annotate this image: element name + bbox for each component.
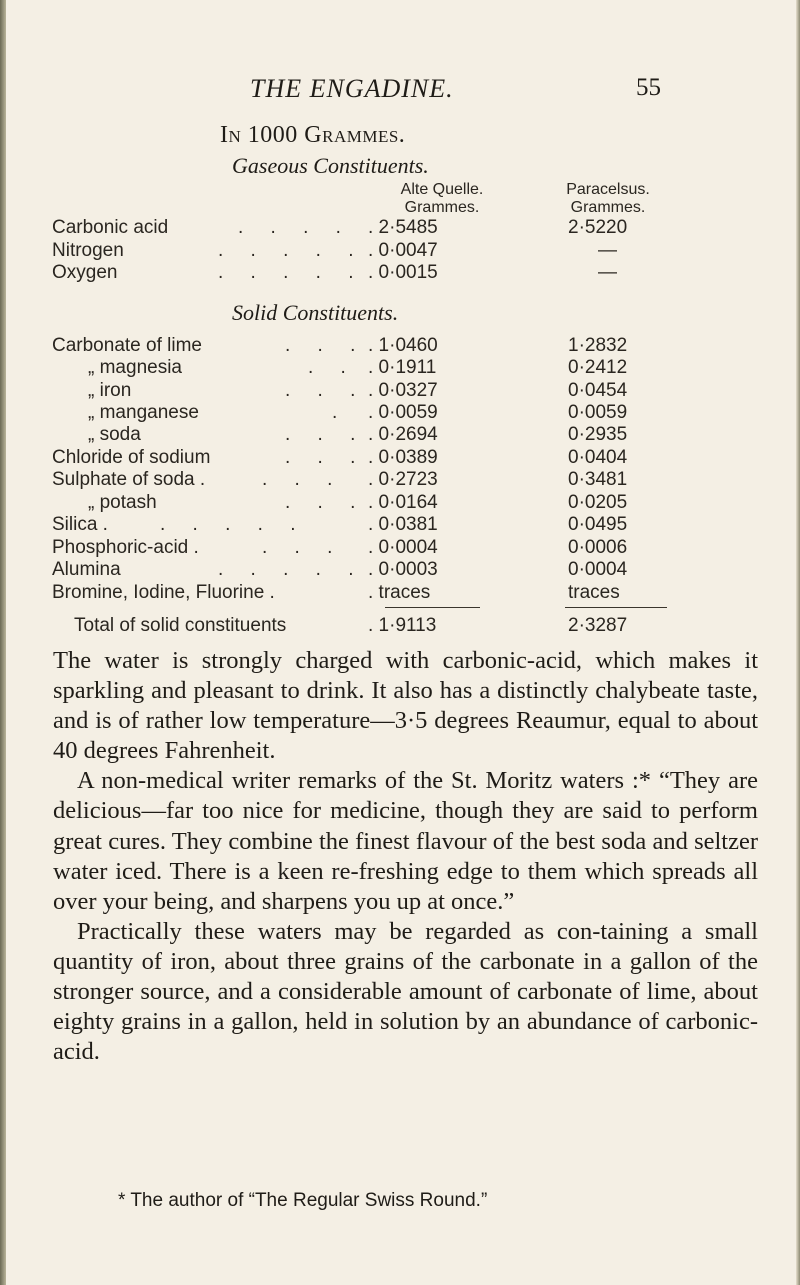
column-header-line: Alte Quelle. (400, 181, 484, 198)
total-label: Total of solid constituents (74, 615, 287, 636)
value-alte-quelle: . 0·0059 (368, 402, 438, 423)
row-leader-dots: . . . . (238, 217, 352, 238)
row-name: Oxygen (52, 262, 118, 283)
page-header (0, 74, 800, 104)
column-header-paracelsus (548, 181, 668, 217)
footnote: * The author of “The Regular Swiss Round.” (118, 1190, 488, 1211)
value-alte-quelle: . 0·0003 (368, 559, 438, 580)
row-name: Carbonic acid (52, 217, 169, 238)
table-row (0, 217, 800, 241)
value-alte-quelle: . 0·0381 (368, 514, 438, 535)
value-paracelsus: 0·0205 (568, 492, 628, 513)
value-paracelsus: 0·0495 (568, 514, 628, 535)
table-row (0, 380, 800, 404)
row-leader-dots: . . . (285, 492, 367, 513)
row-name: „ iron (88, 380, 132, 401)
value-paracelsus: 2·5220 (568, 217, 628, 238)
row-name: „ magnesia (88, 357, 182, 378)
column-header-alte-quelle (362, 181, 522, 217)
row-name: Carbonate of lime (52, 335, 202, 356)
value-paracelsus: 0·0059 (568, 402, 628, 423)
value-alte-quelle: . 2·5485 (368, 217, 438, 238)
total-paracelsus: 2·3287 (568, 615, 628, 636)
column-header-unit: Grammes. (404, 199, 480, 216)
row-name: „ soda (88, 424, 141, 445)
table-row (0, 357, 800, 381)
total-alte-quelle: . 1·9113 (368, 615, 437, 636)
row-name: Silica . (52, 514, 108, 535)
value-paracelsus: 0·2935 (568, 424, 628, 445)
solid-heading: Solid Constituents. (232, 300, 399, 325)
row-leader-dots: . . . (262, 537, 344, 558)
table-row (0, 335, 800, 359)
table-row (0, 514, 800, 538)
value-alte-quelle: . 0·0327 (368, 380, 438, 401)
row-leader-dots: . . . (285, 380, 367, 401)
value-alte-quelle: . 1·0460 (368, 335, 438, 356)
value-paracelsus: 0·0006 (568, 537, 628, 558)
row-name: Phosphoric-acid . (52, 537, 199, 558)
value-paracelsus: 0·0404 (568, 447, 628, 468)
table-row (0, 240, 800, 264)
row-name: „ potash (88, 492, 157, 513)
page-edge-right (796, 0, 800, 1285)
table-row (0, 582, 800, 606)
row-leader-dots: . . . . . (218, 262, 365, 283)
row-leader-dots: . . . (262, 469, 344, 490)
row-leader-dots: . . . . . (160, 514, 307, 535)
page-number: 55 (636, 74, 661, 101)
row-leader-dots: . . (308, 357, 357, 378)
row-leader-dots: . . . (285, 424, 367, 445)
row-name: Sulphate of soda . (52, 469, 206, 490)
value-paracelsus: — (598, 240, 617, 261)
value-paracelsus: 0·3481 (568, 469, 628, 490)
row-name: Alumina (52, 559, 121, 580)
column-header-line: Paracelsus. (566, 181, 650, 198)
value-paracelsus: traces (568, 582, 620, 603)
row-name: Chloride of sodium (52, 447, 211, 468)
table-row (0, 469, 800, 493)
value-alte-quelle: . 0·0004 (368, 537, 438, 558)
table-row (0, 537, 800, 561)
row-leader-dots: . . . (285, 335, 367, 356)
total-rule-alte-quelle (385, 607, 480, 608)
total-rule-paracelsus (565, 607, 667, 608)
value-alte-quelle: . 0·2694 (368, 424, 438, 445)
table-row (0, 447, 800, 471)
paragraph: Practically these waters may be regarded as con-taining a small quantity of iron, about three grains of the carbonate in a gallon of the stronger source, and a considerable amount of carbonate of lime, about eighty grains in a gallon, held in solution by an abundance of carbonic-acid. (53, 917, 758, 1066)
table-row (0, 559, 800, 583)
table-row (0, 262, 800, 286)
value-alte-quelle: . 0·0047 (368, 240, 438, 261)
row-name: Nitrogen (52, 240, 124, 261)
value-alte-quelle: . 0·2723 (368, 469, 438, 490)
row-leader-dots: . . . . . (218, 559, 365, 580)
value-alte-quelle: . traces (368, 582, 431, 603)
row-name: Bromine, Iodine, Fluorine . (52, 582, 275, 603)
total-row (0, 615, 800, 639)
row-leader-dots: . . . (285, 447, 367, 468)
body-text (53, 646, 758, 1067)
page-edge-left (0, 0, 6, 1285)
gaseous-heading: Gaseous Constituents. (232, 153, 429, 178)
value-paracelsus: 0·0004 (568, 559, 628, 580)
column-header-unit: Grammes. (570, 199, 646, 216)
running-title: THE ENGADINE. (250, 74, 454, 103)
value-alte-quelle: . 0·0164 (368, 492, 438, 513)
paragraph: The water is strongly charged with carbonic-acid, which makes it sparkling and pleasant to drink. It also has a distinctly chalybeate taste, and is of rather low temperature—3·5 degrees Reaumur, equal to about 40 degrees Fahrenheit. (53, 647, 758, 765)
paragraph: A non-medical writer remarks of the St. Moritz waters :* “They are delicious—far too nice for medicine, though they are said to perform great cures. They combine the finest flavour of the best soda and seltzer water iced. There is a keen re-freshing edge to them which spreads all over your being, and sharpens you up at once.” (53, 767, 758, 915)
value-alte-quelle: . 0·0015 (368, 262, 438, 283)
value-paracelsus: 0·2412 (568, 357, 628, 378)
table-title: In 1000 Grammes. (220, 122, 406, 148)
row-leader-dots: . . . . . (218, 240, 365, 261)
table-row (0, 402, 800, 426)
value-alte-quelle: . 0·1911 (368, 357, 437, 378)
row-name: „ manganese (88, 402, 199, 423)
value-paracelsus: 1·2832 (568, 335, 628, 356)
value-paracelsus: — (598, 262, 617, 283)
table-row (0, 424, 800, 448)
value-alte-quelle: . 0·0389 (368, 447, 438, 468)
value-paracelsus: 0·0454 (568, 380, 628, 401)
table-row (0, 492, 800, 516)
row-leader-dots: . (332, 402, 349, 423)
